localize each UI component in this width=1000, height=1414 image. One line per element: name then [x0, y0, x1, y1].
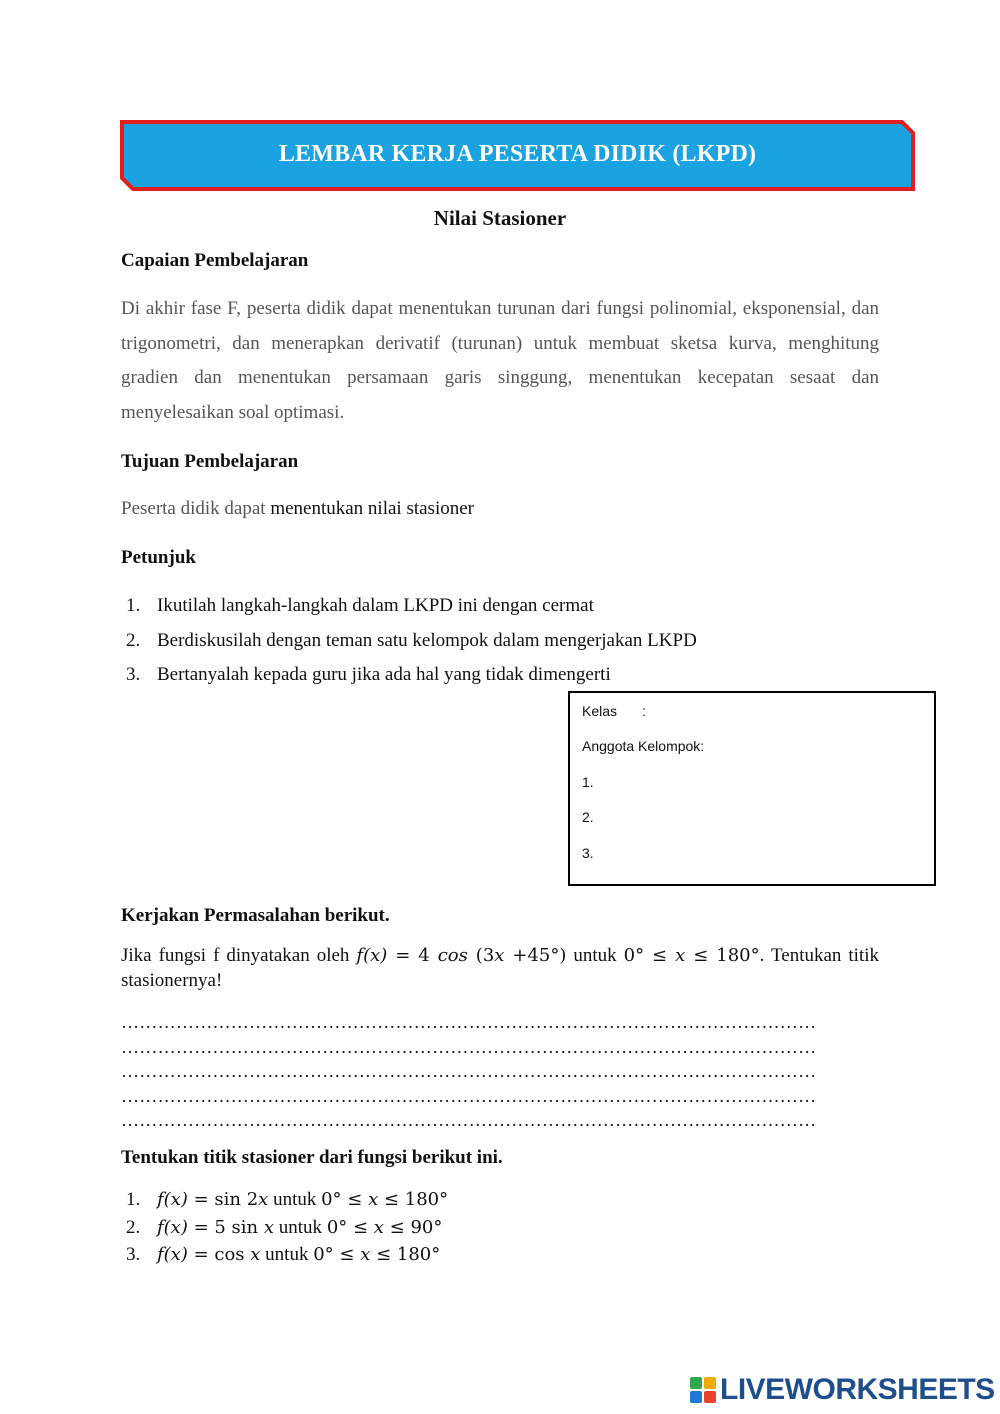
group-info-box — [568, 691, 936, 886]
tujuan-text — [121, 498, 474, 520]
list-item — [126, 1214, 448, 1242]
task1-arg-b: +45°) — [504, 945, 567, 966]
list-item-number: 3. — [126, 664, 141, 685]
list-item — [126, 658, 697, 693]
eq-range-a: 0° ≤ — [321, 1189, 369, 1210]
task1-text-a: Jika fungsi f dinyatakan oleh — [121, 945, 357, 966]
liveworksheets-logo[interactable] — [690, 1372, 995, 1408]
list-item-number: 1. — [126, 1189, 141, 1210]
task1-range-a: 0° ≤ — [623, 945, 676, 966]
capaian-heading: Capaian Pembelajaran — [121, 250, 309, 271]
eq-range-var: x — [373, 1216, 384, 1238]
liveworksheets-logo-icon — [690, 1377, 716, 1403]
capaian-text: Di akhir fase F, peserta didik dapat menentukan turunan dari fungsi polinomial, eksponensial, dan trigonometri, dan menerapkan derivatif (turunan) untuk membuat sketsa kurva, menghitung gradien dan menentukan persamaan garis singgung, menentukan kecepatan sesaat dan menyelesaikan soal optimasi. — [121, 298, 879, 423]
tujuan-text-black: menentukan nilai stasioner — [265, 498, 474, 519]
task1-untuk: untuk — [566, 945, 624, 966]
eq-range-b: ≤ 180° — [370, 1244, 441, 1265]
anggota-label: Anggota Kelompok: — [582, 738, 705, 754]
task1-arg-var: x — [494, 945, 505, 966]
kelas-colon: : — [642, 703, 646, 719]
eq-untuk: untuk — [274, 1216, 327, 1238]
list-item-text: Bertanyalah kepada guru jika ada hal yang tidak dimengerti — [157, 664, 611, 685]
answer-area[interactable] — [121, 1010, 881, 1133]
eq-range-b: ≤ 180° — [378, 1189, 449, 1210]
list-item — [126, 1186, 448, 1214]
list-item — [126, 624, 697, 659]
banner-title: LEMBAR KERJA PESERTA DIDIK (LKPD) — [278, 141, 757, 167]
eq-fx: f(x) — [157, 1216, 188, 1238]
lkpd-banner — [120, 120, 915, 192]
list-item-number: 2. — [126, 629, 141, 651]
task2-list — [126, 1186, 448, 1269]
kelas-label: Kelas — [582, 703, 618, 719]
answer-line[interactable]: …………………………………………………………………………………………………… — [121, 1012, 817, 1032]
task2-heading: Tentukan titik stasioner dari fungsi berikut ini. — [121, 1147, 503, 1168]
eq-range-a: 0° ≤ — [313, 1244, 361, 1265]
task1-text-b: . Tentukan titik stasionernya! — [121, 945, 880, 991]
logo-text: LIVEWORKSHEETS — [720, 1373, 995, 1406]
eq-rhs: = 5 sin — [187, 1216, 264, 1238]
eq-var: x — [258, 1189, 269, 1210]
logo-square — [704, 1377, 716, 1389]
eq-range-var: x — [360, 1244, 371, 1265]
eq-range-var: x — [368, 1189, 379, 1210]
page-title: Nilai Stasioner — [433, 206, 567, 230]
tujuan-heading: Tujuan Pembelajaran — [121, 451, 299, 472]
eq-fx: f(x) — [157, 1244, 188, 1265]
list-item — [126, 589, 697, 624]
list-item-number: 2. — [126, 1216, 141, 1238]
member-2[interactable]: 2. — [582, 809, 594, 825]
eq-untuk: untuk — [268, 1189, 322, 1210]
petunjuk-list — [126, 589, 697, 693]
list-item-number: 3. — [126, 1244, 141, 1265]
list-item-text: Berdiskusilah dengan teman satu kelompok dalam mengerjakan LKPD — [157, 629, 697, 651]
answer-line[interactable]: …………………………………………………………………………………………………… — [121, 1061, 817, 1081]
eq-var: x — [263, 1216, 275, 1238]
eq-var: x — [250, 1244, 261, 1265]
answer-line[interactable]: …………………………………………………………………………………………………… — [121, 1110, 817, 1130]
task1-eq: = 4 — [387, 945, 438, 966]
list-item-text: Ikutilah langkah-langkah dalam LKPD ini dengan cermat — [157, 595, 594, 616]
logo-square — [690, 1391, 702, 1403]
list-item-number: 1. — [126, 595, 141, 616]
kelas-row — [582, 703, 646, 719]
task1-range-b: ≤ 180° — [685, 945, 760, 966]
logo-square — [704, 1391, 716, 1403]
answer-line[interactable]: …………………………………………………………………………………………………… — [121, 1085, 817, 1106]
member-1[interactable]: 1. — [582, 774, 594, 790]
eq-rhs: = sin 2 — [187, 1189, 259, 1210]
task1-range-var: x — [675, 945, 686, 966]
eq-untuk: untuk — [260, 1244, 314, 1265]
eq-range-b: ≤ 90° — [383, 1216, 443, 1238]
petunjuk-heading: Petunjuk — [121, 547, 196, 568]
tujuan-text-grey: Peserta didik dapat — [121, 498, 266, 519]
eq-fx: f(x) — [157, 1189, 188, 1210]
task1-arg-a: (3 — [467, 945, 495, 966]
task1-fx: f(x) — [356, 945, 388, 966]
task1-question — [121, 943, 879, 993]
eq-rhs: = cos — [187, 1244, 251, 1265]
eq-range-a: 0° ≤ — [326, 1216, 374, 1238]
logo-square — [690, 1377, 702, 1389]
answer-line[interactable]: …………………………………………………………………………………………………… — [121, 1036, 817, 1057]
task1-cos: cos — [437, 945, 468, 966]
member-3[interactable]: 3. — [582, 845, 594, 861]
task1-heading: Kerjakan Permasalahan berikut. — [121, 905, 390, 926]
list-item — [126, 1241, 448, 1269]
